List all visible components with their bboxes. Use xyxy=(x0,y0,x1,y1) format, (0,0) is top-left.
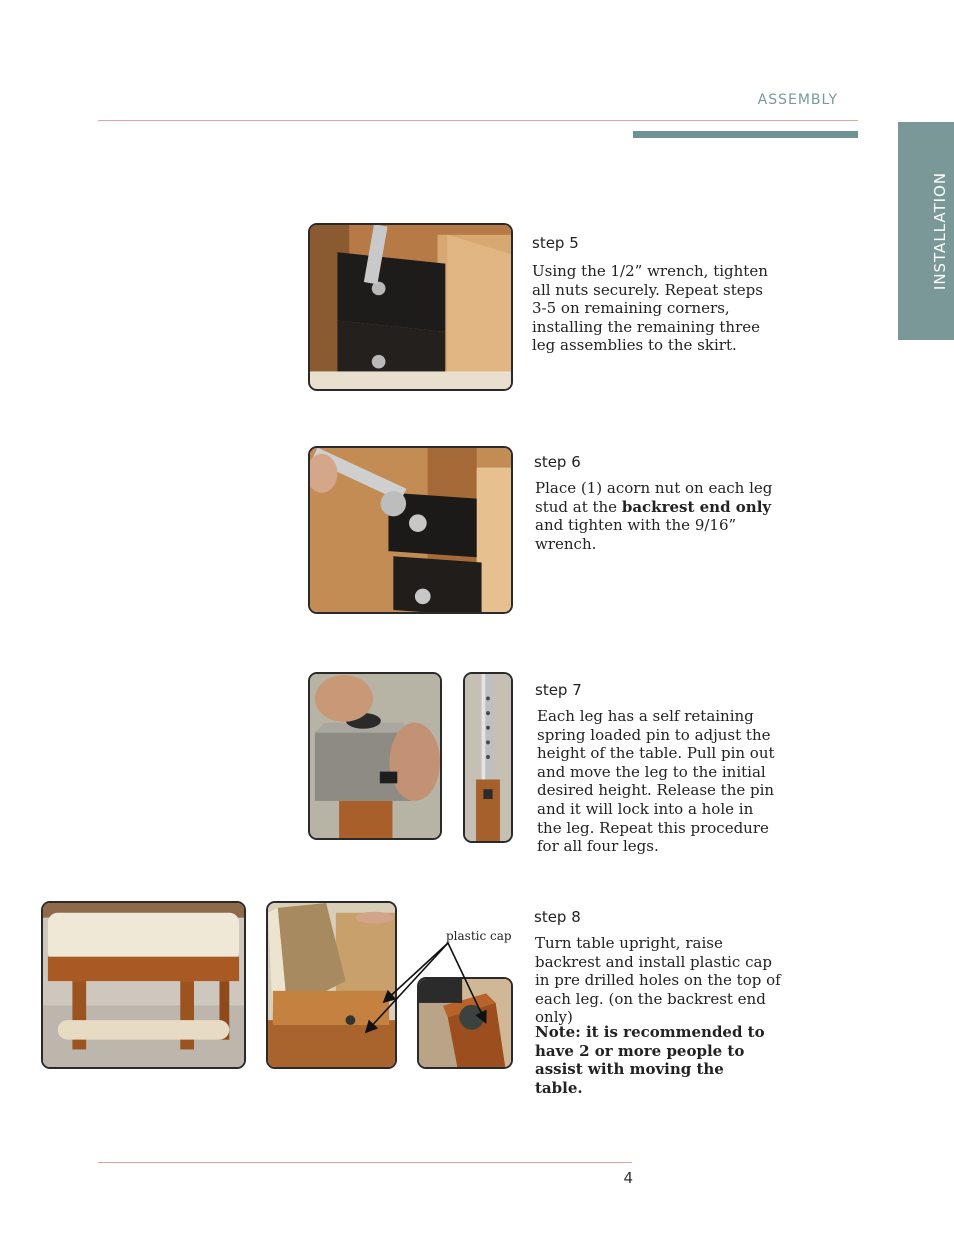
step8-title: step 8 xyxy=(534,908,581,926)
step5-title: step 5 xyxy=(532,234,579,252)
step6-body: Place (1) acorn nut on each leg stud at the backrest end only and tighten with the 9/16” wrench. xyxy=(535,479,773,553)
page-number: 4 xyxy=(623,1169,633,1187)
footer-rule xyxy=(98,1162,632,1163)
plastic-cap-callout: plastic cap xyxy=(446,929,512,943)
step6-photo xyxy=(308,446,513,614)
callout-arrows xyxy=(340,925,500,1045)
step6-emphasis: backrest end only xyxy=(621,497,772,516)
step7-body: Each leg has a self retaining spring loaded pin to adjust the height of the table. Pull pin out and move the leg to the initial desired height. Release the pin and it will lock into a hole in the leg. Repeat this procedure for all four legs. xyxy=(537,707,775,856)
step7-title: step 7 xyxy=(535,681,582,699)
step7-photo-leg xyxy=(463,672,513,843)
step8-note: Note: it is recommended to have 2 or more people to assist with moving the table. xyxy=(535,1023,765,1097)
header-accent-bar xyxy=(633,131,858,138)
side-tab xyxy=(898,122,954,340)
step8-body: Turn table upright, raise backrest and install plastic cap in pre drilled holes on the top of each leg. (on the backrest end only) xyxy=(535,934,781,1027)
step5-body: Using the 1/2” wrench, tighten all nuts securely. Repeat steps 3-5 on remaining corners, installing the remaining three leg assemblies to the skirt. xyxy=(532,262,768,355)
header-rule xyxy=(98,120,858,121)
side-tab-label: INSTALLATION xyxy=(931,171,949,291)
step7-photo-pin xyxy=(308,672,442,840)
section-label: ASSEMBLY xyxy=(757,92,838,108)
step8-photo-table xyxy=(41,901,246,1069)
step5-photo xyxy=(308,223,513,391)
step6-title: step 6 xyxy=(534,453,581,471)
